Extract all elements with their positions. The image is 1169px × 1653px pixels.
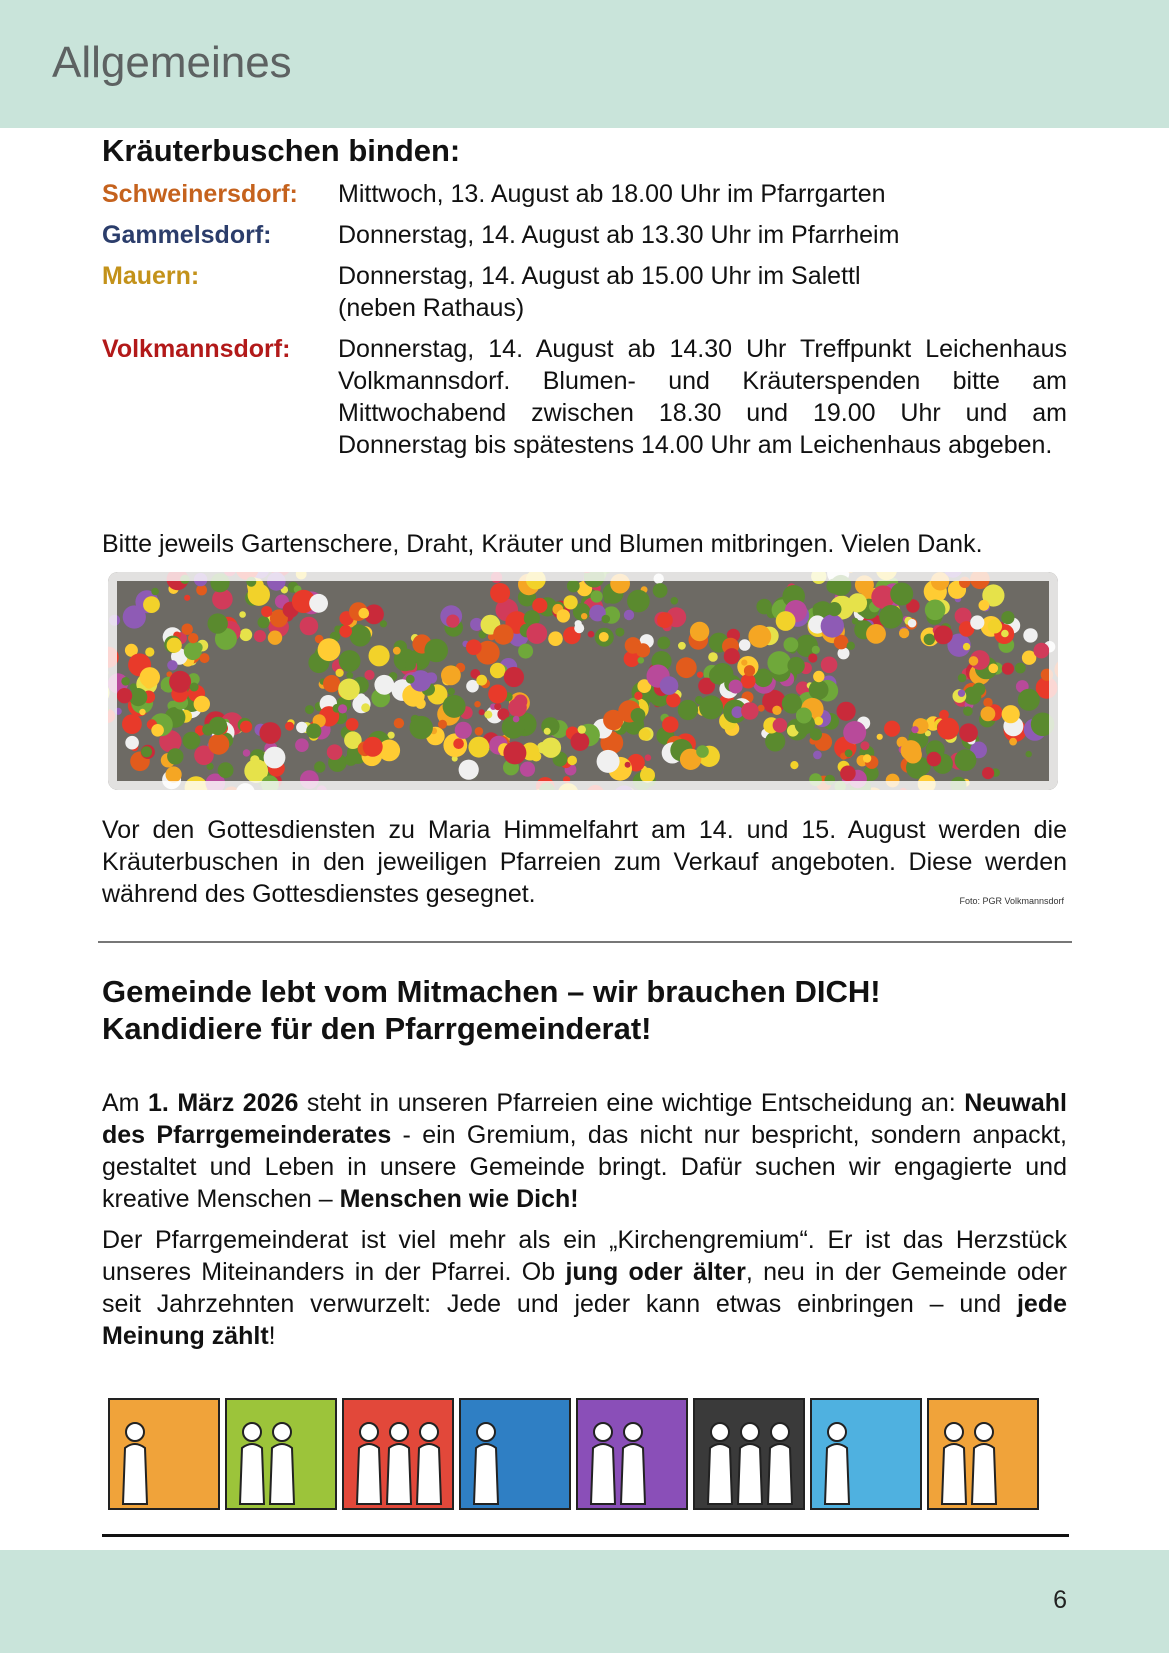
p1-election: Neuwahl des Pfarrgemeinderates <box>102 1089 1067 1149</box>
schedule-row <box>102 178 1067 210</box>
schedule-row <box>102 260 1067 324</box>
sale-note-wrap <box>102 814 1067 910</box>
kraeuter-heading: Kräuterbuschen binden: <box>102 133 461 168</box>
section-title: Allgemeines <box>52 38 292 87</box>
schedule-text: Donnerstag, 14. August ab 15.00 Uhr im Salettl (neben Rathaus) <box>338 262 861 322</box>
illustration-panel <box>342 1398 454 1510</box>
page-number: 6 <box>1053 1586 1067 1614</box>
schedule-list <box>102 178 1067 470</box>
p2-text-1: Der Pfarrgemeinderat ist viel mehr als ein „Kirchengremium“. Er ist das Herzstück unseres Miteinanders in der Pfarrei. Ob <box>102 1226 1067 1286</box>
pgr-heading-wrap <box>102 973 1067 1047</box>
bring-note: Bitte jeweils Gartenschere, Draht, Kräuter und Blumen mitbringen. Vielen Dank. <box>102 530 983 558</box>
schedule-row <box>102 333 1067 461</box>
p1-text-1: Am <box>102 1089 148 1117</box>
illustration-panel <box>810 1398 922 1510</box>
p2-text-3: ! <box>268 1322 276 1350</box>
bottom-rule <box>102 1534 1069 1537</box>
pgr-paragraph-2 <box>102 1224 1067 1352</box>
pgr-paragraph-1 <box>102 1087 1067 1215</box>
p2-young-or-old: jung oder älter <box>565 1258 746 1286</box>
schedule-place: Volkmannsdorf: <box>102 335 291 363</box>
footer-band <box>0 1550 1169 1653</box>
schedule-text: Donnerstag, 14. August ab 13.30 Uhr im Pfarrheim <box>338 221 900 249</box>
schedule-text: Mittwoch, 13. August ab 18.00 Uhr im Pfarrgarten <box>338 180 886 208</box>
illustration-panel <box>693 1398 805 1510</box>
sale-note: Vor den Gottesdiensten zu Maria Himmelfahrt am 14. und 15. August werden die Kräuterbuschen in den jeweiligen Pfarreien zum Verkauf angeboten. Diese werden während des Gottesdienstes gesegnet. <box>102 816 1067 908</box>
illustration-panel <box>927 1398 1039 1510</box>
photo-credit: Foto: PGR Volkmannsdorf <box>959 896 1064 906</box>
herb-bouquets-photo <box>108 572 1058 790</box>
illustration-panel <box>225 1398 337 1510</box>
kraeuter-heading-wrap <box>102 132 1067 169</box>
p2-every-opinion: jede Meinung zählt <box>102 1290 1067 1350</box>
schedule-place: Gammelsdorf: <box>102 221 272 249</box>
p1-date: 1. März 2026 <box>148 1089 299 1117</box>
community-illustration-strip <box>108 1390 1056 1518</box>
illustration-panel <box>108 1398 220 1510</box>
schedule-place: Schweinersdorf: <box>102 180 298 208</box>
illustration-panel <box>459 1398 571 1510</box>
p1-text-2: steht in unseren Pfarreien eine wichtige Entscheidung an: <box>298 1089 965 1117</box>
schedule-row <box>102 219 1067 251</box>
p1-text-3: - ein Gremium, das nicht nur bespricht, sondern anpackt, gestaltet und Leben in unsere Gemeinde bringt. Dafür suchen wir engagierte und kreative Menschen – <box>102 1121 1067 1213</box>
bring-note-wrap <box>102 528 1067 560</box>
p1-people-like-you: Menschen wie Dich! <box>339 1185 579 1213</box>
pgr-heading-line1: Gemeinde lebt vom Mitmachen – wir brauchen DICH! <box>102 974 881 1009</box>
p2-text-2: , neu in der Gemeinde oder seit Jahrzehnten verwurzelt: Jede und jeder kann etwas einbringen – und <box>102 1258 1068 1318</box>
schedule-text: Donnerstag, 14. August ab 14.30 Uhr Treffpunkt Leichenhaus Volkmannsdorf. Blumen- und Kräuterspenden bitte am Mittwochabend zwischen 18.30 und 19.00 Uhr und am Donnerstag bis spätestens 14.00 Uhr am Leichenhaus abgeben. <box>338 335 1067 459</box>
illustration-panel <box>576 1398 688 1510</box>
schedule-place: Mauern: <box>102 262 200 290</box>
section-divider <box>98 941 1072 943</box>
pgr-heading-line2: Kandidiere für den Pfarrgemeinderat! <box>102 1011 652 1046</box>
